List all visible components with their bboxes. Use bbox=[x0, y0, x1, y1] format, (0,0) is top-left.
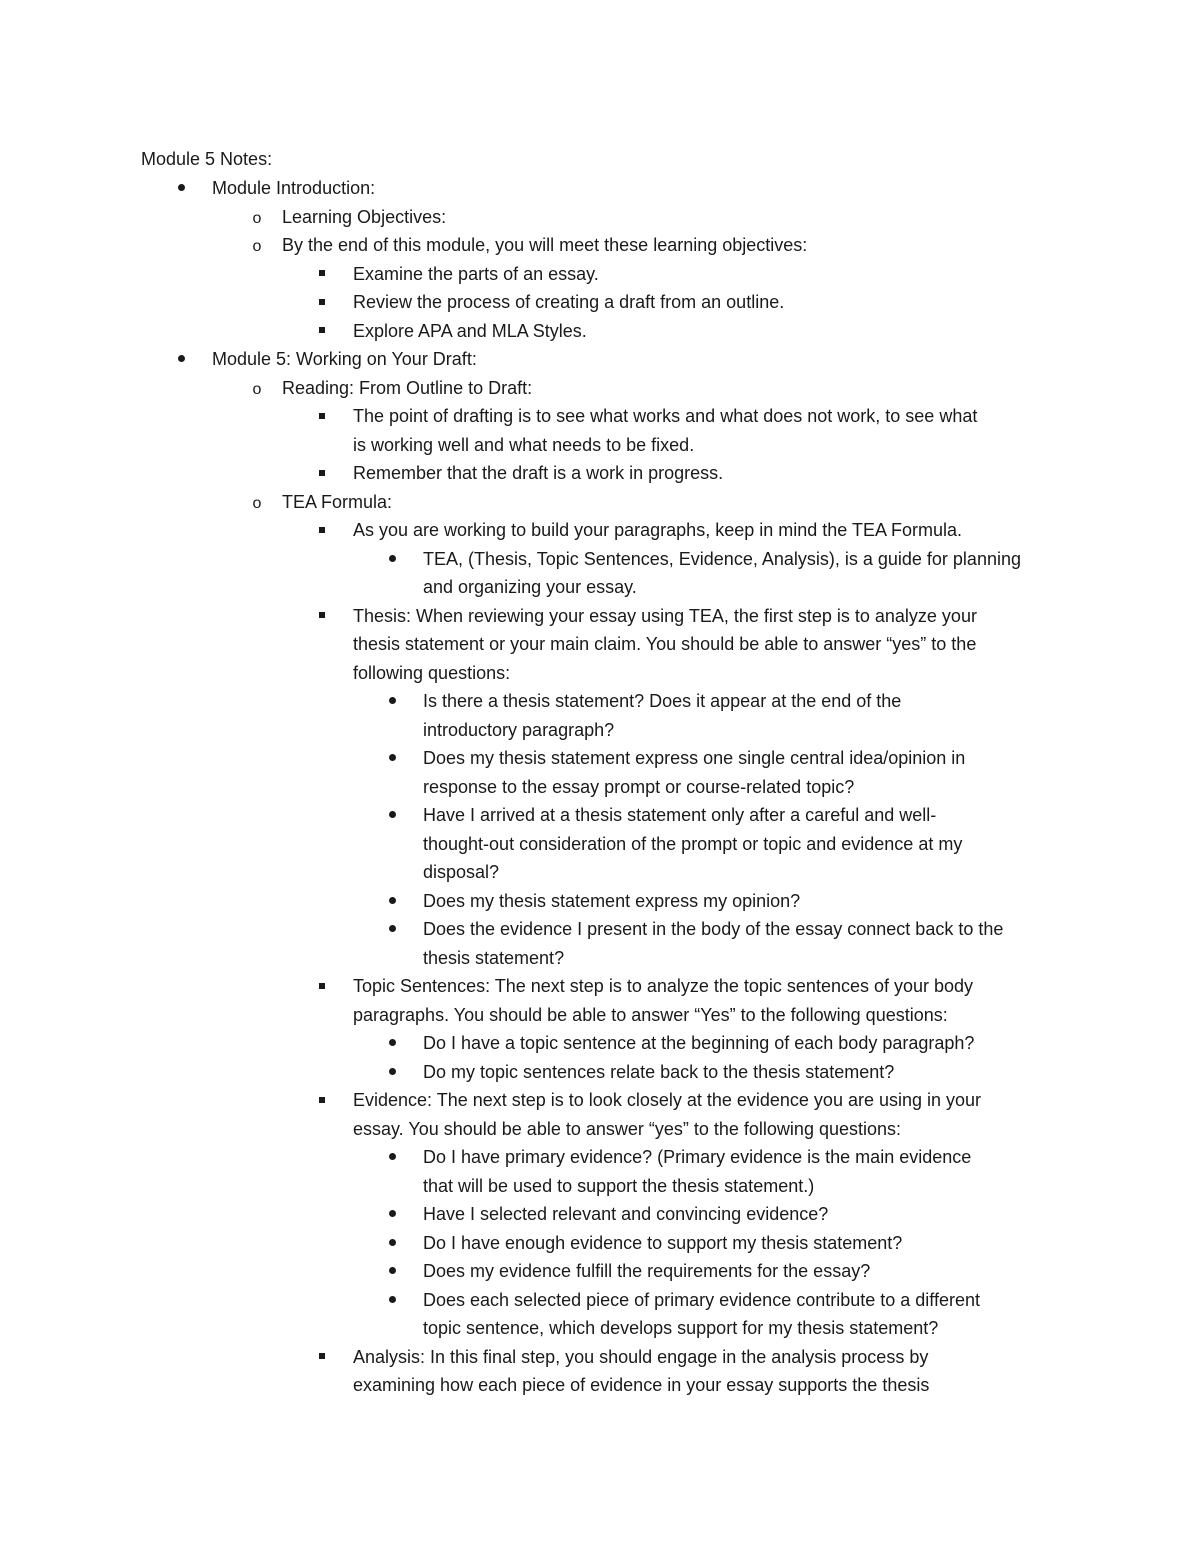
disc-bullet-icon bbox=[174, 345, 188, 374]
list-item-text: Thesis: When reviewing your essay using TEA, the first step is to analyze your bbox=[353, 605, 977, 626]
list-item-text: Does my thesis statement express one single central idea/opinion in bbox=[423, 748, 966, 768]
list-item-text: Does the evidence I present in the body of the essay connect back to the bbox=[423, 919, 1004, 939]
disc-bullet-icon bbox=[385, 1229, 399, 1258]
circle-bullet-icon bbox=[250, 231, 264, 262]
list-item-text: and organizing your essay. bbox=[423, 577, 637, 597]
list-item-text: that will be used to support the thesis statement.) bbox=[423, 1175, 815, 1196]
circle-bullet-icon bbox=[250, 488, 264, 519]
disc-bullet-icon bbox=[385, 1286, 399, 1315]
square-bullet-icon bbox=[315, 1343, 329, 1372]
list-item-text: thought-out consideration of the prompt or topic and evidence at my bbox=[423, 833, 963, 854]
square-bullet-icon bbox=[315, 602, 329, 631]
list-item-text: Have I selected relevant and convincing evidence? bbox=[423, 1204, 829, 1224]
list-item-text: thesis statement? bbox=[423, 947, 565, 968]
square-bullet-icon bbox=[315, 317, 329, 346]
list-item-text: Do I have a topic sentence at the beginning of each body paragraph? bbox=[423, 1033, 975, 1053]
square-bullet-icon bbox=[315, 516, 329, 545]
list-item-text: The point of drafting is to see what works and what does not work, to see what bbox=[353, 406, 978, 426]
list-item-text: Is there a thesis statement? Does it appear at the end of the bbox=[423, 691, 902, 711]
disc-bullet-icon bbox=[385, 1143, 399, 1172]
list-item-text: Module Introduction: bbox=[212, 178, 376, 198]
disc-bullet-icon bbox=[385, 1200, 399, 1229]
disc-bullet-icon bbox=[385, 545, 399, 574]
list-item-text: Learning Objectives: bbox=[282, 206, 447, 227]
disc-bullet-icon bbox=[385, 887, 399, 916]
disc-bullet-icon bbox=[385, 1058, 399, 1087]
list-item-text: Does my evidence fulfill the requirements for the essay? bbox=[423, 1261, 871, 1281]
list-item-text: examining how each piece of evidence in your essay supports the thesis bbox=[353, 1375, 930, 1395]
list-item-text: following questions: bbox=[353, 662, 511, 683]
list-item-text: As you are working to build your paragraphs, keep in mind the TEA Formula. bbox=[353, 520, 962, 540]
disc-bullet-icon bbox=[385, 744, 399, 773]
disc-bullet-icon bbox=[385, 1257, 399, 1286]
square-bullet-icon bbox=[315, 260, 329, 289]
circle-bullet-icon bbox=[250, 374, 264, 405]
list-item-text: response to the essay prompt or course-related topic? bbox=[423, 776, 855, 797]
list-item-text: TEA, (Thesis, Topic Sentences, Evidence, Analysis), is a guide for planning bbox=[423, 548, 1021, 569]
page-title: Module 5 Notes: bbox=[141, 149, 273, 169]
circle-bullet-icon bbox=[250, 203, 264, 234]
list-item-text: Do I have primary evidence? (Primary evidence is the main evidence bbox=[423, 1147, 972, 1167]
list-item-text: Remember that the draft is a work in progress. bbox=[353, 463, 724, 483]
list-item-text: Review the process of creating a draft from an outline. bbox=[353, 292, 785, 312]
list-item-text: TEA Formula: bbox=[282, 491, 393, 512]
square-bullet-icon bbox=[315, 402, 329, 431]
disc-bullet-icon bbox=[385, 687, 399, 716]
list-item-text: topic sentence, which develops support for my thesis statement? bbox=[423, 1318, 939, 1338]
disc-bullet-icon bbox=[385, 1029, 399, 1058]
list-item-text: disposal? bbox=[423, 862, 500, 882]
list-item-text: Examine the parts of an essay. bbox=[353, 263, 599, 284]
list-item-text: Does my thesis statement express my opinion? bbox=[423, 890, 801, 911]
list-item-text: essay. You should be able to answer “yes” to the following questions: bbox=[353, 1118, 902, 1139]
list-item-text: Does each selected piece of primary evidence contribute to a different bbox=[423, 1289, 980, 1310]
list-item-text: thesis statement or your main claim. You should be able to answer “yes” to the bbox=[353, 634, 977, 654]
square-bullet-icon bbox=[315, 1086, 329, 1115]
disc-bullet-icon bbox=[385, 801, 399, 830]
list-item-text: Reading: From Outline to Draft: bbox=[282, 377, 533, 398]
list-item-text: paragraphs. You should be able to answer “Yes” to the following questions: bbox=[353, 1004, 948, 1025]
disc-bullet-icon bbox=[385, 915, 399, 944]
list-item-text: Do my topic sentences relate back to the thesis statement? bbox=[423, 1061, 895, 1082]
list-item-text: By the end of this module, you will meet these learning objectives: bbox=[282, 235, 808, 255]
list-item-text: Evidence: The next step is to look closely at the evidence you are using in your bbox=[353, 1090, 982, 1110]
square-bullet-icon bbox=[315, 972, 329, 1001]
disc-bullet-icon bbox=[174, 174, 188, 203]
list-item-text: Analysis: In this final step, you should engage in the analysis process by bbox=[353, 1346, 929, 1367]
list-item-text: Have I arrived at a thesis statement only after a careful and well- bbox=[423, 805, 937, 825]
list-item-text: Topic Sentences: The next step is to analyze the topic sentences of your body bbox=[353, 976, 974, 996]
square-bullet-icon bbox=[315, 288, 329, 317]
list-item-text: Explore APA and MLA Styles. bbox=[353, 320, 587, 341]
list-item-text: is working well and what needs to be fixed. bbox=[353, 434, 695, 455]
square-bullet-icon bbox=[315, 459, 329, 488]
list-item-text: Module 5: Working on Your Draft: bbox=[212, 349, 477, 369]
list-item-text: Do I have enough evidence to support my thesis statement? bbox=[423, 1232, 903, 1253]
list-item-text: introductory paragraph? bbox=[423, 719, 615, 740]
